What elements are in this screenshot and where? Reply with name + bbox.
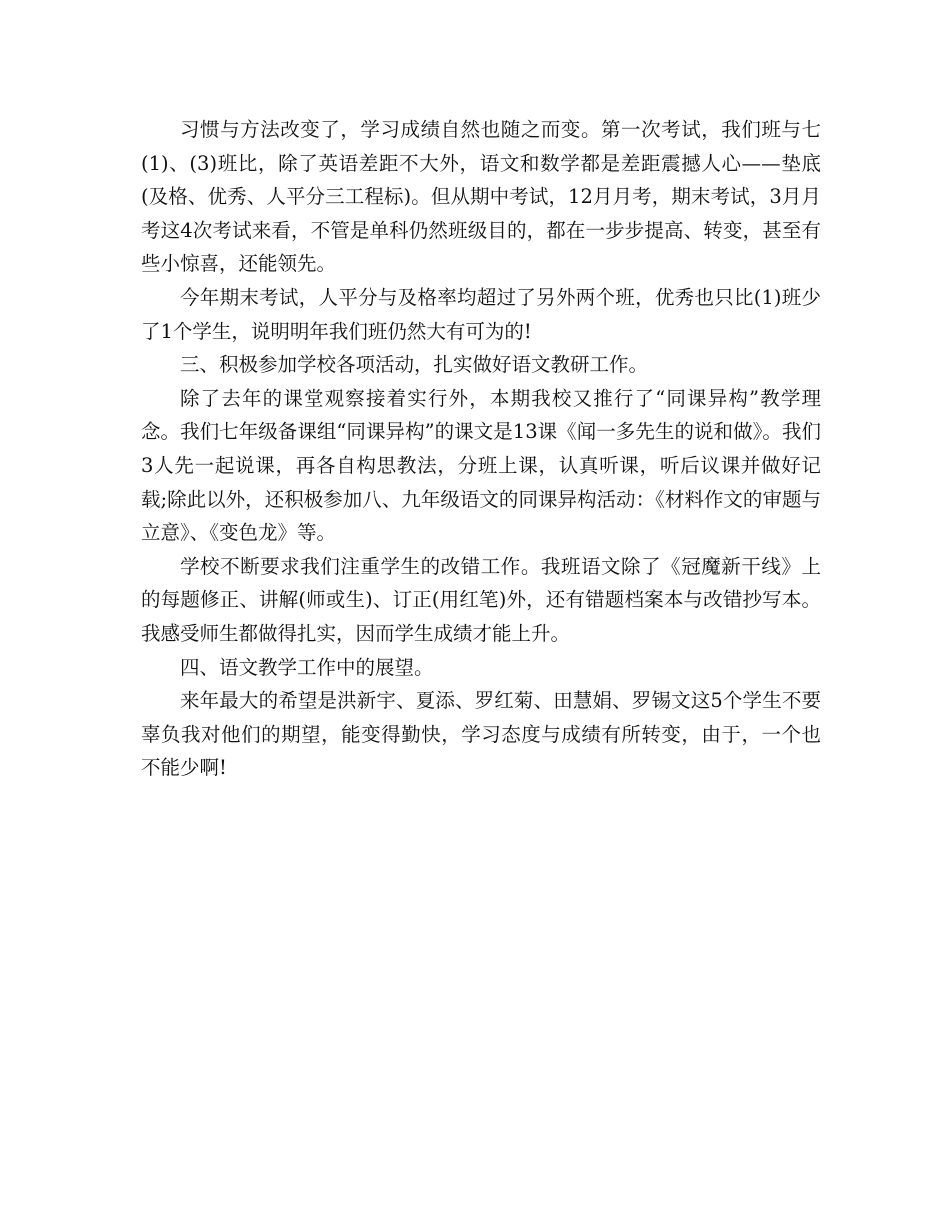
paragraph-final-exam: 今年期末考试，人平分与及格率均超过了另外两个班，优秀也只比(1)班少了1个学生，说明明年我们班仍然大有可为的! bbox=[141, 285, 821, 343]
paragraph-exam-progress: 习惯与方法改变了，学习成绩自然也随之而变。第一次考试，我们班与七(1)、(3)班比，除了英语差距不大外，语文和数学都是差距震撼人心——垫底(及格、优秀、人平分三工程标)。但从期中考试，12月月考，期末考试，3月月考这4次考试来看，不管是单科仍然班级目的，都在一步步提高、转变，甚至有些小惊喜，还能领先。 bbox=[141, 118, 821, 276]
paragraph-same-lesson: 除了去年的课堂观察接着实行外，本期我校又推行了“同课异构”教学理念。我们七年级备课组“同课异构”的课文是13课《闻一多先生的说和做》。我们3人先一起说课，再各自构思教法，分班上课，认真听课，听后议课并做好记载;除此以外，还积极参加八、九年级语文的同课异构活动：《材料作文的审题与立意》、《变色龙》等。 bbox=[141, 386, 821, 545]
paragraph-hopes: 来年最大的希望是洪新宇、夏添、罗红菊、田慧娟、罗锡文这5个学生不要辜负我对他们的期望，能变得勤快，学习态度与成绩有所转变，由于，一个也不能少啊! bbox=[141, 689, 821, 780]
paragraph-error-correction: 学校不断要求我们注重学生的改错工作。我班语文除了《冠魔新干线》上的每题修正、讲解(师或生)、订正(用红笔)外，还有错题档案本与改错抄写本。我感受师生都做得扎实，因而学生成绩才能上升。 bbox=[141, 554, 821, 645]
document-body bbox=[141, 113, 821, 785]
section-heading-outlook: 四、语文教学工作中的展望。 bbox=[180, 655, 434, 679]
section-heading-activities: 三、积极参加学校各项活动，扎实做好语文教研工作。 bbox=[180, 353, 649, 377]
